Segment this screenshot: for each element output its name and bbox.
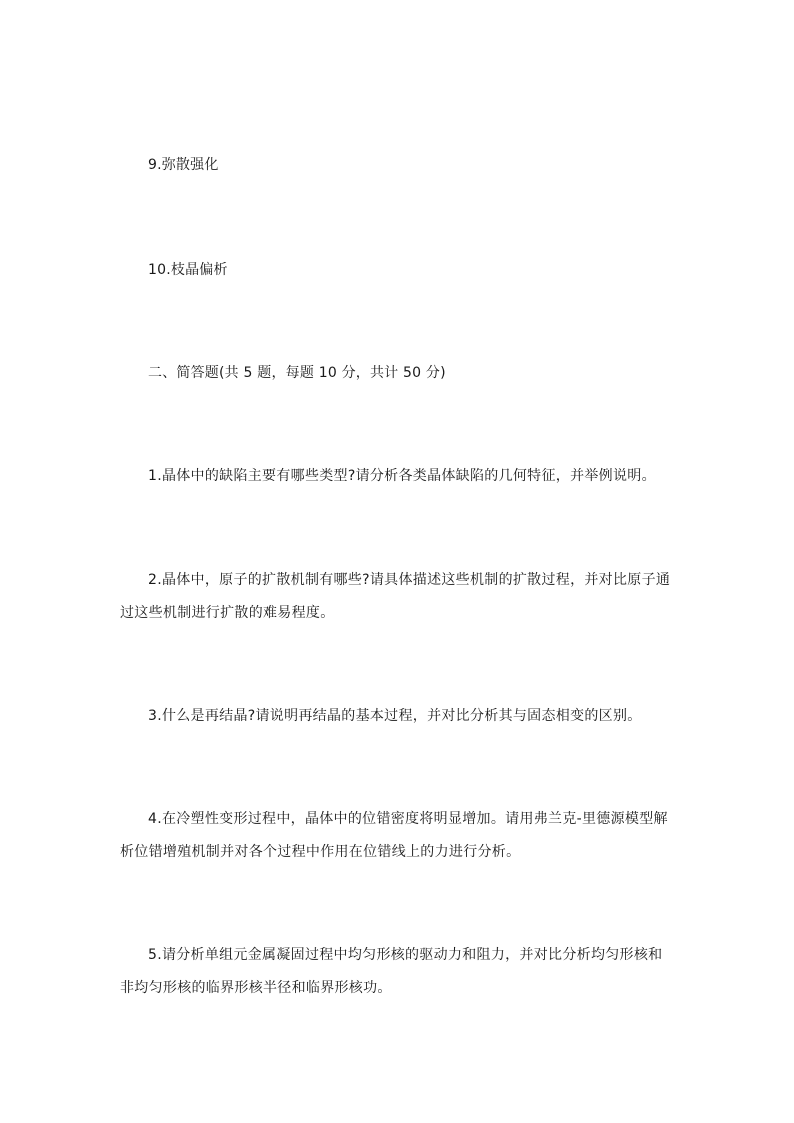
question-4: 4.在冷塑性变形过程中，晶体中的位错密度将明显增加。请用弗兰克-里德源模型解析位错增殖机制并对各个过程中作用在位错线上的力进行分析。 [120,811,668,860]
section-heading: 二、简答题(共 5 题，每题 10 分，共计 50 分) [148,365,446,381]
question-5: 5.请分析单组元金属凝固过程中均匀形核的驱动力和阻力，并对比分析均匀形核和非均匀形核的临界形核半径和临界形核功。 [120,947,663,996]
question-2: 2.晶体中，原子的扩散机制有哪些?请具体描述这些机制的扩散过程，并对比原子通过这些机制进行扩散的难易程度。 [120,572,671,621]
term-item-9: 9.弥散强化 [148,157,219,173]
question-3: 3.什么是再结晶?请说明再结晶的基本过程，并对比分析其与固态相变的区别。 [148,708,642,724]
question-1: 1.晶体中的缺陷主要有哪些类型?请分析各类晶体缺陷的几何特征，并举例说明。 [148,468,656,484]
term-item-10: 10.枝晶偏析 [148,262,228,278]
